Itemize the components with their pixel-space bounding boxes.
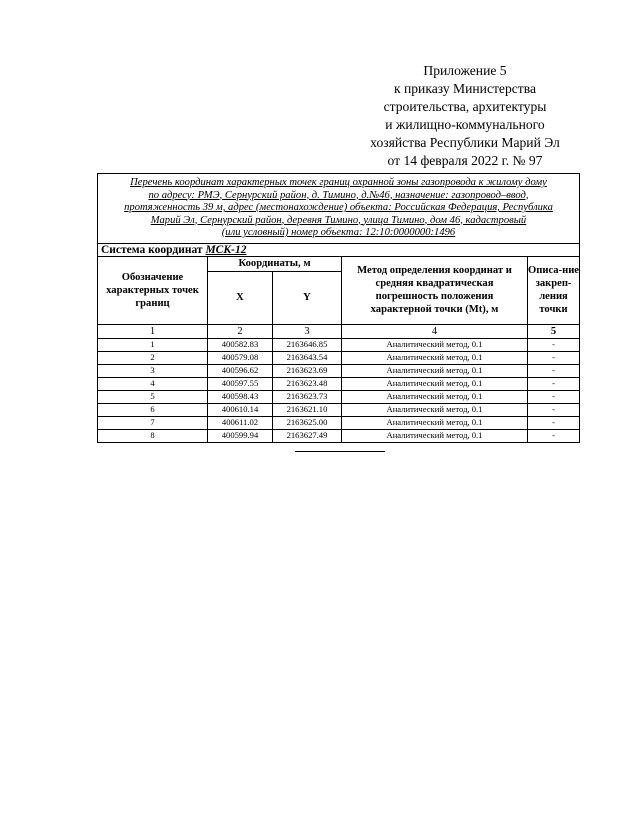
y-value: 2163627.49 <box>273 429 342 442</box>
point-number: 1 <box>98 338 208 351</box>
separator-line <box>295 451 385 452</box>
title-line: (или условный) номер объекта: 12:10:0000000:1496 <box>221 227 456 238</box>
coordinate-system <box>98 243 580 256</box>
column-number: 2 <box>208 324 273 338</box>
table-row <box>98 390 580 403</box>
point-number: 4 <box>98 377 208 390</box>
table-row <box>98 351 580 364</box>
header-description: Описа-ние закреп-ления точки <box>528 256 580 324</box>
title-line: Марий Эл, Сернурский район, деревня Тимино, улица Тимино, дом 46, кадастровый <box>150 214 527 226</box>
description-value: - <box>528 364 580 377</box>
description-value: - <box>528 338 580 351</box>
description-value: - <box>528 351 580 364</box>
method-value: Аналитический метод, 0.1 <box>342 390 528 403</box>
point-number: 7 <box>98 416 208 429</box>
appendix-line: строительства, архитектуры <box>383 99 547 114</box>
description-value: - <box>528 377 580 390</box>
table-row <box>98 403 580 416</box>
description-value: - <box>528 429 580 442</box>
title-line: протяженность 39 м, адрес (местонахождение) объекта: Российская Федерация, Республика <box>124 202 553 213</box>
header-point-designation: Обозначение характерных точек границ <box>98 256 208 324</box>
method-value: Аналитический метод, 0.1 <box>342 429 528 442</box>
x-value: 400599.94 <box>208 429 273 442</box>
point-number: 5 <box>98 390 208 403</box>
title-line: Перечень координат характерных точек границ охранной зоны газопровода к жилому дому <box>130 177 547 188</box>
x-value: 400579.08 <box>208 351 273 364</box>
header-row <box>98 256 580 271</box>
table-body <box>98 174 580 443</box>
x-value: 400610.14 <box>208 403 273 416</box>
system-label: Система координат <box>101 243 203 256</box>
method-value: Аналитический метод, 0.1 <box>342 351 528 364</box>
x-value: 400611.02 <box>208 416 273 429</box>
x-value: 400597.55 <box>208 377 273 390</box>
table-row <box>98 377 580 390</box>
title-row <box>98 174 580 244</box>
system-name: МСК-12 <box>205 243 247 256</box>
point-number: 2 <box>98 351 208 364</box>
header-method: Метод определения координат и средняя квадратическая погрешность положения характерной точки (Mt), м <box>342 256 528 324</box>
appendix-line: к приказу Министерства <box>393 81 537 96</box>
method-value: Аналитический метод, 0.1 <box>342 403 528 416</box>
description-value: - <box>528 390 580 403</box>
coordinates-table <box>97 173 580 443</box>
column-number: 1 <box>98 324 208 338</box>
column-number: 5 <box>528 324 580 338</box>
y-value: 2163623.73 <box>273 390 342 403</box>
title-line: по адресу: РМЭ, Сернурский район, д. Тимино, д.№46, назначение: газопровод–ввод, <box>148 189 529 201</box>
appendix-line: Приложение 5 <box>423 63 507 78</box>
method-value: Аналитический метод, 0.1 <box>342 364 528 377</box>
appendix-line: от 14 февраля 2022 г. № 97 <box>387 153 543 168</box>
method-value: Аналитический метод, 0.1 <box>342 338 528 351</box>
header-coordinates: Координаты, м <box>208 256 342 271</box>
y-value: 2163643.54 <box>273 351 342 364</box>
column-number: 4 <box>342 324 528 338</box>
header-y: Y <box>273 271 342 324</box>
x-value: 400598.43 <box>208 390 273 403</box>
table-row <box>98 338 580 351</box>
point-number: 3 <box>98 364 208 377</box>
method-value: Аналитический метод, 0.1 <box>342 377 528 390</box>
y-value: 2163623.48 <box>273 377 342 390</box>
table-row <box>98 429 580 442</box>
description-value: - <box>528 403 580 416</box>
table-title <box>98 174 580 244</box>
column-number: 3 <box>273 324 342 338</box>
point-number: 8 <box>98 429 208 442</box>
x-value: 400596.62 <box>208 364 273 377</box>
x-value: 400582.83 <box>208 338 273 351</box>
header-x: X <box>208 271 273 324</box>
appendix-header <box>355 62 575 170</box>
table-row <box>98 416 580 429</box>
point-number: 6 <box>98 403 208 416</box>
appendix-line: хозяйства Республики Марий Эл <box>370 135 560 150</box>
column-number-row <box>98 324 580 338</box>
system-row <box>98 243 580 256</box>
table-row <box>98 364 580 377</box>
appendix-line: и жилищно-коммунального <box>385 117 545 132</box>
y-value: 2163625.00 <box>273 416 342 429</box>
y-value: 2163646.85 <box>273 338 342 351</box>
method-value: Аналитический метод, 0.1 <box>342 416 528 429</box>
y-value: 2163623.69 <box>273 364 342 377</box>
y-value: 2163621.10 <box>273 403 342 416</box>
description-value: - <box>528 416 580 429</box>
